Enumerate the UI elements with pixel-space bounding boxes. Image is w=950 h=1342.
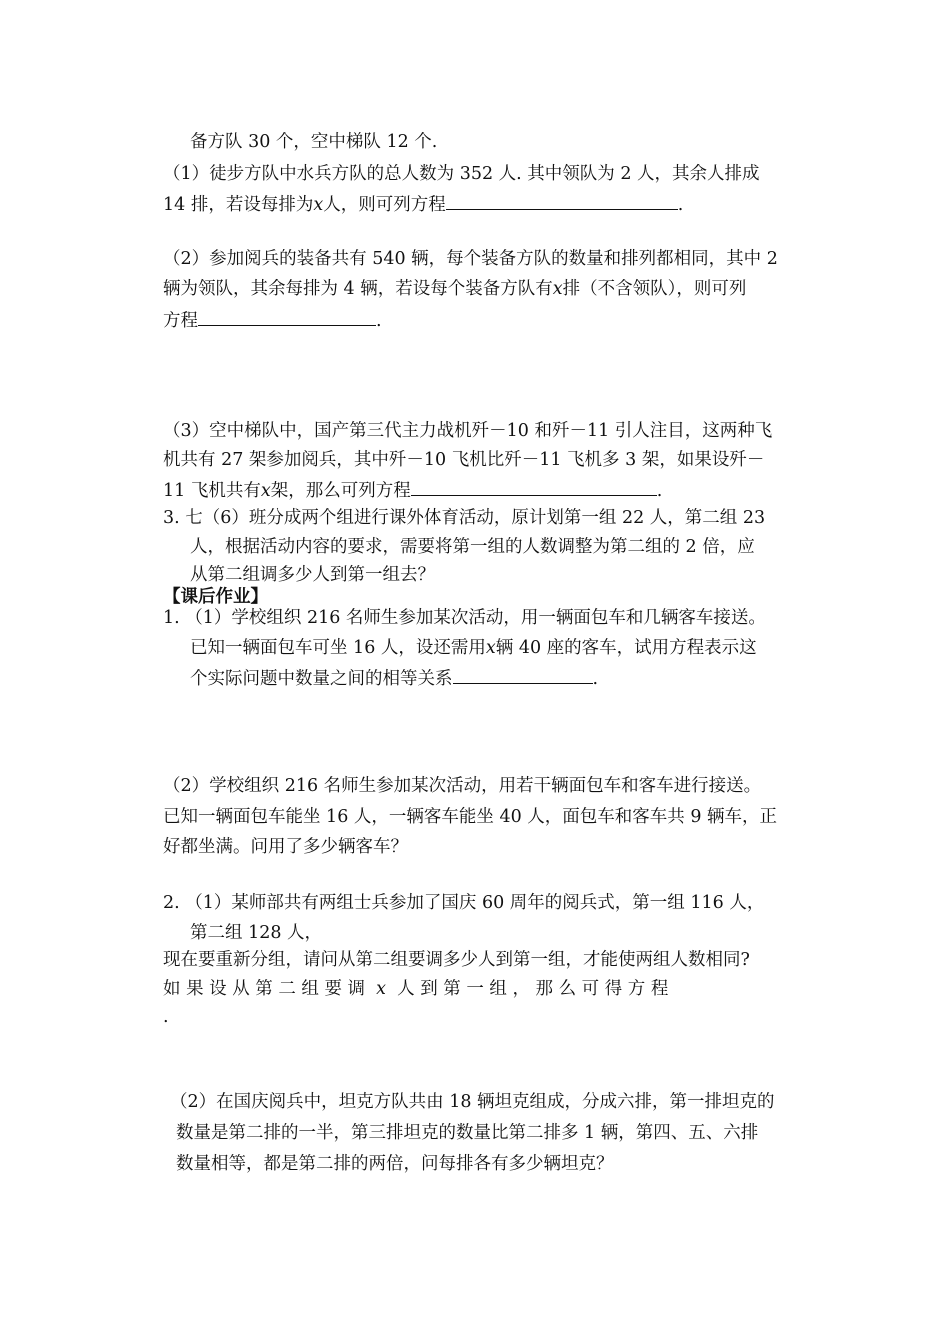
homework-1-2-line-2: 已知一辆面包车能坐 16 人，一辆客车能坐 40 人，面包车和客车共 9 辆车，正 xyxy=(163,807,778,827)
question-2-3-line-2: 机共有 27 架参加阅兵，其中歼－10 飞机比歼－11 飞机多 3 架，如果设歼－ xyxy=(163,450,765,470)
homework-2-2-line-3: 数量相等，都是第二排的两倍，问每排各有多少辆坦克？ xyxy=(176,1154,614,1174)
homework-2-1-line-4: 如 果 设 从 第 二 组 要 调 x 人 到 第 一 组 ， 那 么 可 得 方 程 xyxy=(163,979,669,999)
question-3-line-3: 从第二组调多少人到第一组去？ xyxy=(190,565,435,585)
question-2-1-line-2: 14 排，若设每排为x人，则可列方程 . xyxy=(163,191,683,217)
answer-blank[interactable] xyxy=(453,665,593,684)
question-3-line-2: 人，根据活动内容的要求，需要将第一组的人数调整为第二组的 2 倍，应 xyxy=(190,537,755,557)
question-2-1-line-1: （1）徒步方队中水兵方队的总人数为 352 人. 其中领队为 2 人，其余人排成 xyxy=(163,164,760,184)
answer-blank[interactable] xyxy=(411,477,657,496)
question-3-line-1: 3. 七（6）班分成两个组进行课外体育活动，原计划第一组 22 人，第二组 23 xyxy=(163,508,766,528)
homework-2-1-line-2: 第二组 128 人， xyxy=(190,923,323,943)
homework-1-1-line-1: 1. （1）学校组织 216 名师生参加某次活动，用一辆面包车和几辆客车接送。 xyxy=(163,608,766,628)
homework-2-1-line-5: . xyxy=(163,1007,169,1027)
homework-1-1-line-2: 已知一辆面包车可坐 16 人，设还需用x辆 40 座的客车，试用方程表示这 xyxy=(190,638,757,658)
homework-1-1-line-3: 个实际问题中数量之间的相等关系 . xyxy=(190,665,598,691)
question-2-3-line-1: （3）空中梯队中，国产第三代主力战机歼－10 和歼－11 引人注目，这两种飞 xyxy=(163,421,773,441)
homework-1-2-line-1: （2）学校组织 216 名师生参加某次活动，用若干辆面包车和客车进行接送。 xyxy=(163,776,762,796)
homework-2-1-line-1: 2. （1）某师部共有两组士兵参加了国庆 60 周年的阅兵式，第一组 116 人， xyxy=(163,893,765,913)
homework-2-1-line-3: 现在要重新分组，请问从第二组要调多少人到第一组，才能使两组人数相同? xyxy=(163,950,750,970)
answer-blank[interactable] xyxy=(198,307,376,326)
text-line: 备方队 30 个，空中梯队 12 个. xyxy=(190,132,438,152)
homework-2-2-line-1: （2）在国庆阅兵中，坦克方队共由 18 辆坦克组成，分成六排，第一排坦克的 xyxy=(170,1092,775,1112)
question-2-2-line-1: （2）参加阅兵的装备共有 540 辆，每个装备方队的数量和排列都相同，其中 2 xyxy=(163,249,778,269)
question-2-2-line-3: 方程 . xyxy=(163,307,382,333)
answer-blank[interactable] xyxy=(446,191,678,210)
section-heading: 【课后作业】 xyxy=(163,587,268,607)
question-2-3-line-3: 11 飞机共有x架，那么可列方程 . xyxy=(163,477,662,503)
question-2-2-line-2: 辆为领队，其余每排为 4 辆，若设每个装备方队有x排（不含领队），则可列 xyxy=(163,279,747,299)
homework-1-2-line-3: 好都坐满。问用了多少辆客车？ xyxy=(163,837,408,857)
homework-2-2-line-2: 数量是第二排的一半，第三排坦克的数量比第二排多 1 辆，第四、五、六排 xyxy=(176,1123,759,1143)
